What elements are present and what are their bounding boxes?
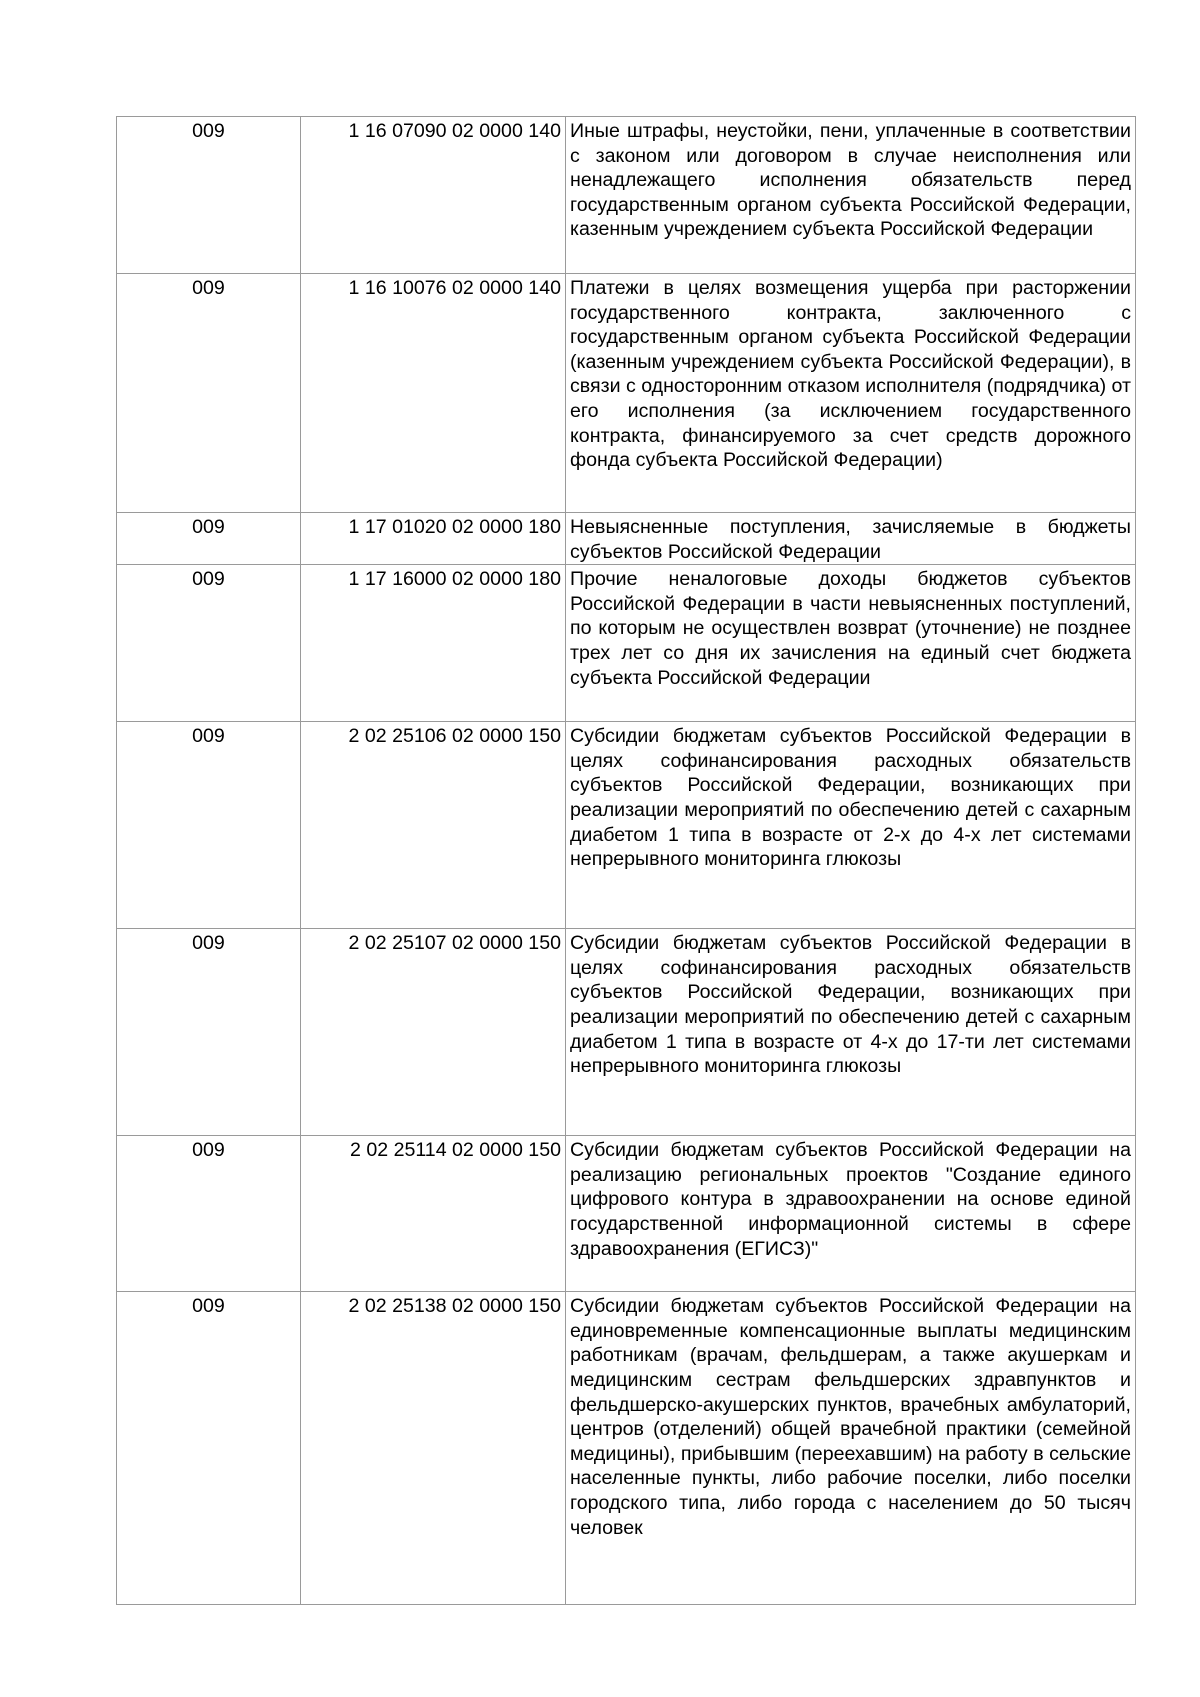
table-row: [117, 513, 1136, 565]
table-row: [117, 929, 1136, 1136]
table-row: [117, 274, 1136, 513]
budget-code-cell: 1 16 10076 02 0000 140: [301, 274, 566, 513]
revenue-name-cell: Субсидии бюджетам субъектов Российской Федерации на реализацию региональных проектов "Создание единого цифрового контура в здравоохранении на основе единой государственной информационной системы в сфере здравоохранения (ЕГИСЗ)": [566, 1136, 1136, 1292]
table-row: [117, 117, 1136, 274]
table-row: [117, 1136, 1136, 1292]
admin-code-cell: 009: [117, 513, 301, 565]
admin-code-cell: 009: [117, 1292, 301, 1605]
admin-code-cell: 009: [117, 1136, 301, 1292]
budget-code-cell: 2 02 25107 02 0000 150: [301, 929, 566, 1136]
budget-code-cell: 2 02 25138 02 0000 150: [301, 1292, 566, 1605]
revenue-name-cell: Прочие неналоговые доходы бюджетов субъектов Российской Федерации в части невыясненных поступлений, по которым не осуществлен возврат (уточнение) не позднее трех лет со дня их зачисления на единый счет бюджета субъекта Российской Федерации: [566, 565, 1136, 722]
revenue-codes-table: [116, 116, 1136, 1605]
admin-code-cell: 009: [117, 274, 301, 513]
budget-code-cell: 1 17 01020 02 0000 180: [301, 513, 566, 565]
revenue-name-cell: Невыясненные поступления, зачисляемые в бюджеты субъектов Российской Федерации: [566, 513, 1136, 565]
table-row: [117, 1292, 1136, 1605]
admin-code-cell: 009: [117, 565, 301, 722]
revenue-name-cell: Платежи в целях возмещения ущерба при расторжении государственного контракта, заключенного с государственным органом субъекта Российской Федерации (казенным учреждением субъекта Российской Федерации), в связи с односторонним отказом исполнителя (подрядчика) от его исполнения (за исключением государственного контракта, финансируемого за счет средств дорожного фонда субъекта Российской Федерации): [566, 274, 1136, 513]
revenue-name-cell: Субсидии бюджетам субъектов Российской Федерации в целях софинансирования расходных обязательств субъектов Российской Федерации, возникающих при реализации мероприятий по обеспечению детей с сахарным диабетом 1 типа в возрасте от 2-х до 4-х лет системами непрерывного мониторинга глюкозы: [566, 722, 1136, 929]
table-row: [117, 565, 1136, 722]
budget-code-cell: 1 16 07090 02 0000 140: [301, 117, 566, 274]
revenue-name-cell: Субсидии бюджетам субъектов Российской Федерации на единовременные компенсационные выплаты медицинским работникам (врачам, фельдшерам, а также акушеркам и медицинским сестрам фельдшерских здравпунктов и фельдшерско-акушерских пунктов, врачебных амбулаторий, центров (отделений) общей врачебной практики (семейной медицины), прибывшим (переехавшим) на работу в сельские населенные пункты, либо рабочие поселки, либо поселки городского типа, либо города с населением до 50 тысяч человек: [566, 1292, 1136, 1605]
table-row: [117, 722, 1136, 929]
revenue-name-cell: Иные штрафы, неустойки, пени, уплаченные в соответствии с законом или договором в случае неисполнения или ненадлежащего исполнения обязательств перед государственным органом субъекта Российской Федерации, казенным учреждением субъекта Российской Федерации: [566, 117, 1136, 274]
admin-code-cell: 009: [117, 929, 301, 1136]
admin-code-cell: 009: [117, 117, 301, 274]
budget-code-cell: 1 17 16000 02 0000 180: [301, 565, 566, 722]
revenue-name-cell: Субсидии бюджетам субъектов Российской Федерации в целях софинансирования расходных обязательств субъектов Российской Федерации, возникающих при реализации мероприятий по обеспечению детей с сахарным диабетом 1 типа в возрасте от 4-х до 17-ти лет системами непрерывного мониторинга глюкозы: [566, 929, 1136, 1136]
budget-code-cell: 2 02 25114 02 0000 150: [301, 1136, 566, 1292]
admin-code-cell: 009: [117, 722, 301, 929]
budget-code-cell: 2 02 25106 02 0000 150: [301, 722, 566, 929]
